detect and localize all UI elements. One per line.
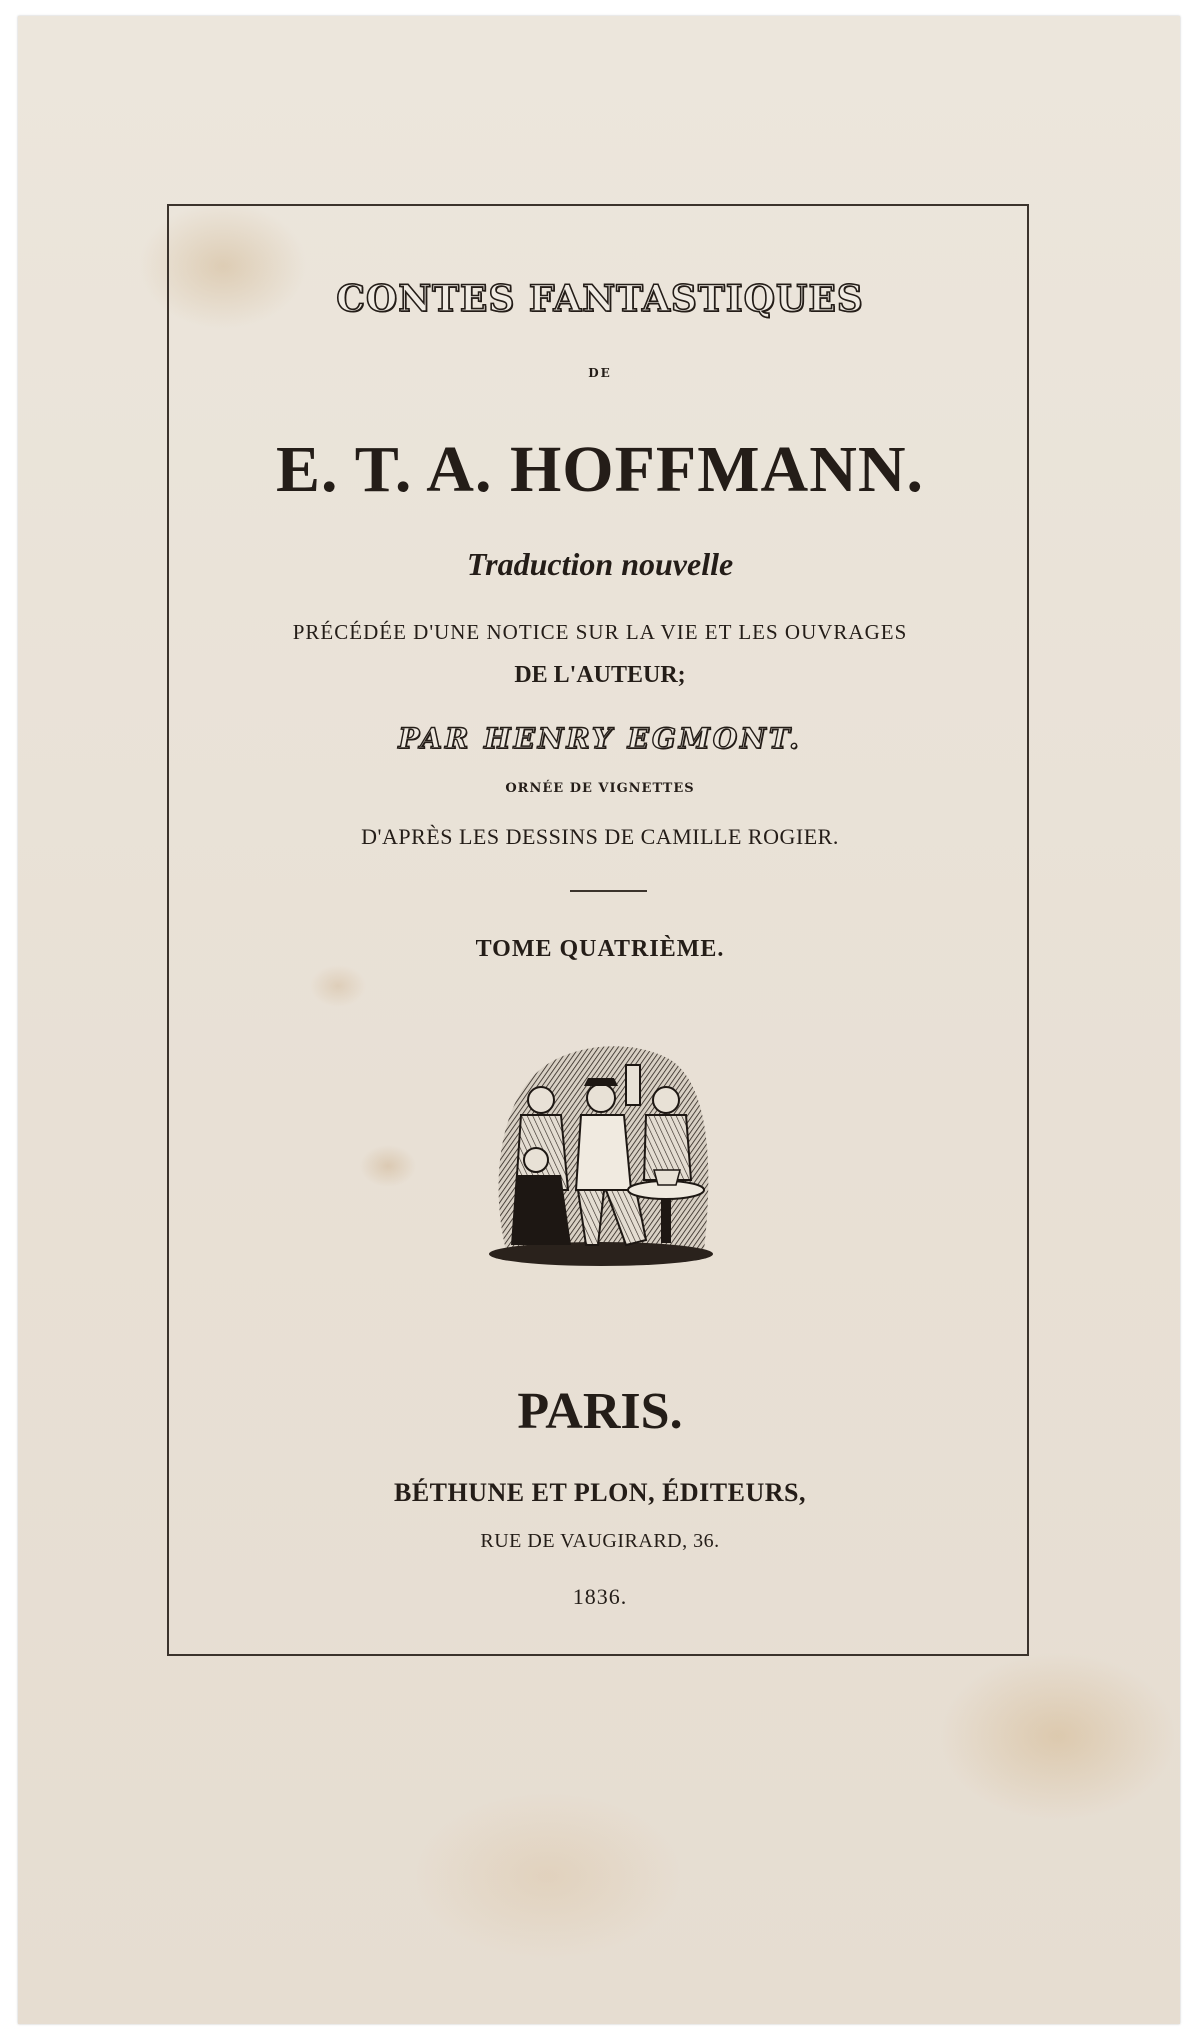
ornament-line-2: D'APRÈS LES DESSINS DE CAMILLE ROGIER. [361, 824, 839, 849]
translator-line: PAR HENRY EGMONT. [398, 722, 802, 755]
tavern-scene-engraving-icon [486, 1040, 716, 1268]
author-name: E. T. A. HOFFMANN. [275, 433, 925, 506]
publisher-name: BÉTHUNE ET PLON, ÉDITEURS, [393, 1478, 806, 1507]
publisher-address: RUE DE VAUGIRARD, 36. [480, 1530, 720, 1552]
preposition-de: DE [588, 366, 612, 380]
notice-line-2: DE L'AUTEUR; [514, 662, 686, 688]
divider-rule [570, 890, 647, 892]
subtitle: Traduction nouvelle [466, 546, 734, 582]
ornament-line-1: ORNÉE DE VIGNETTES [505, 781, 695, 796]
notice-line-1: PRÉCÉDÉE D'UNE NOTICE SUR LA VIE ET LES OUVRAGES [292, 620, 908, 644]
publication-year: 1836. [572, 1584, 628, 1609]
series-title: CONTES FANTASTIQUES [336, 278, 864, 320]
publication-city: PARIS. [517, 1383, 683, 1440]
volume-number: TOME QUATRIÈME. [475, 936, 725, 962]
